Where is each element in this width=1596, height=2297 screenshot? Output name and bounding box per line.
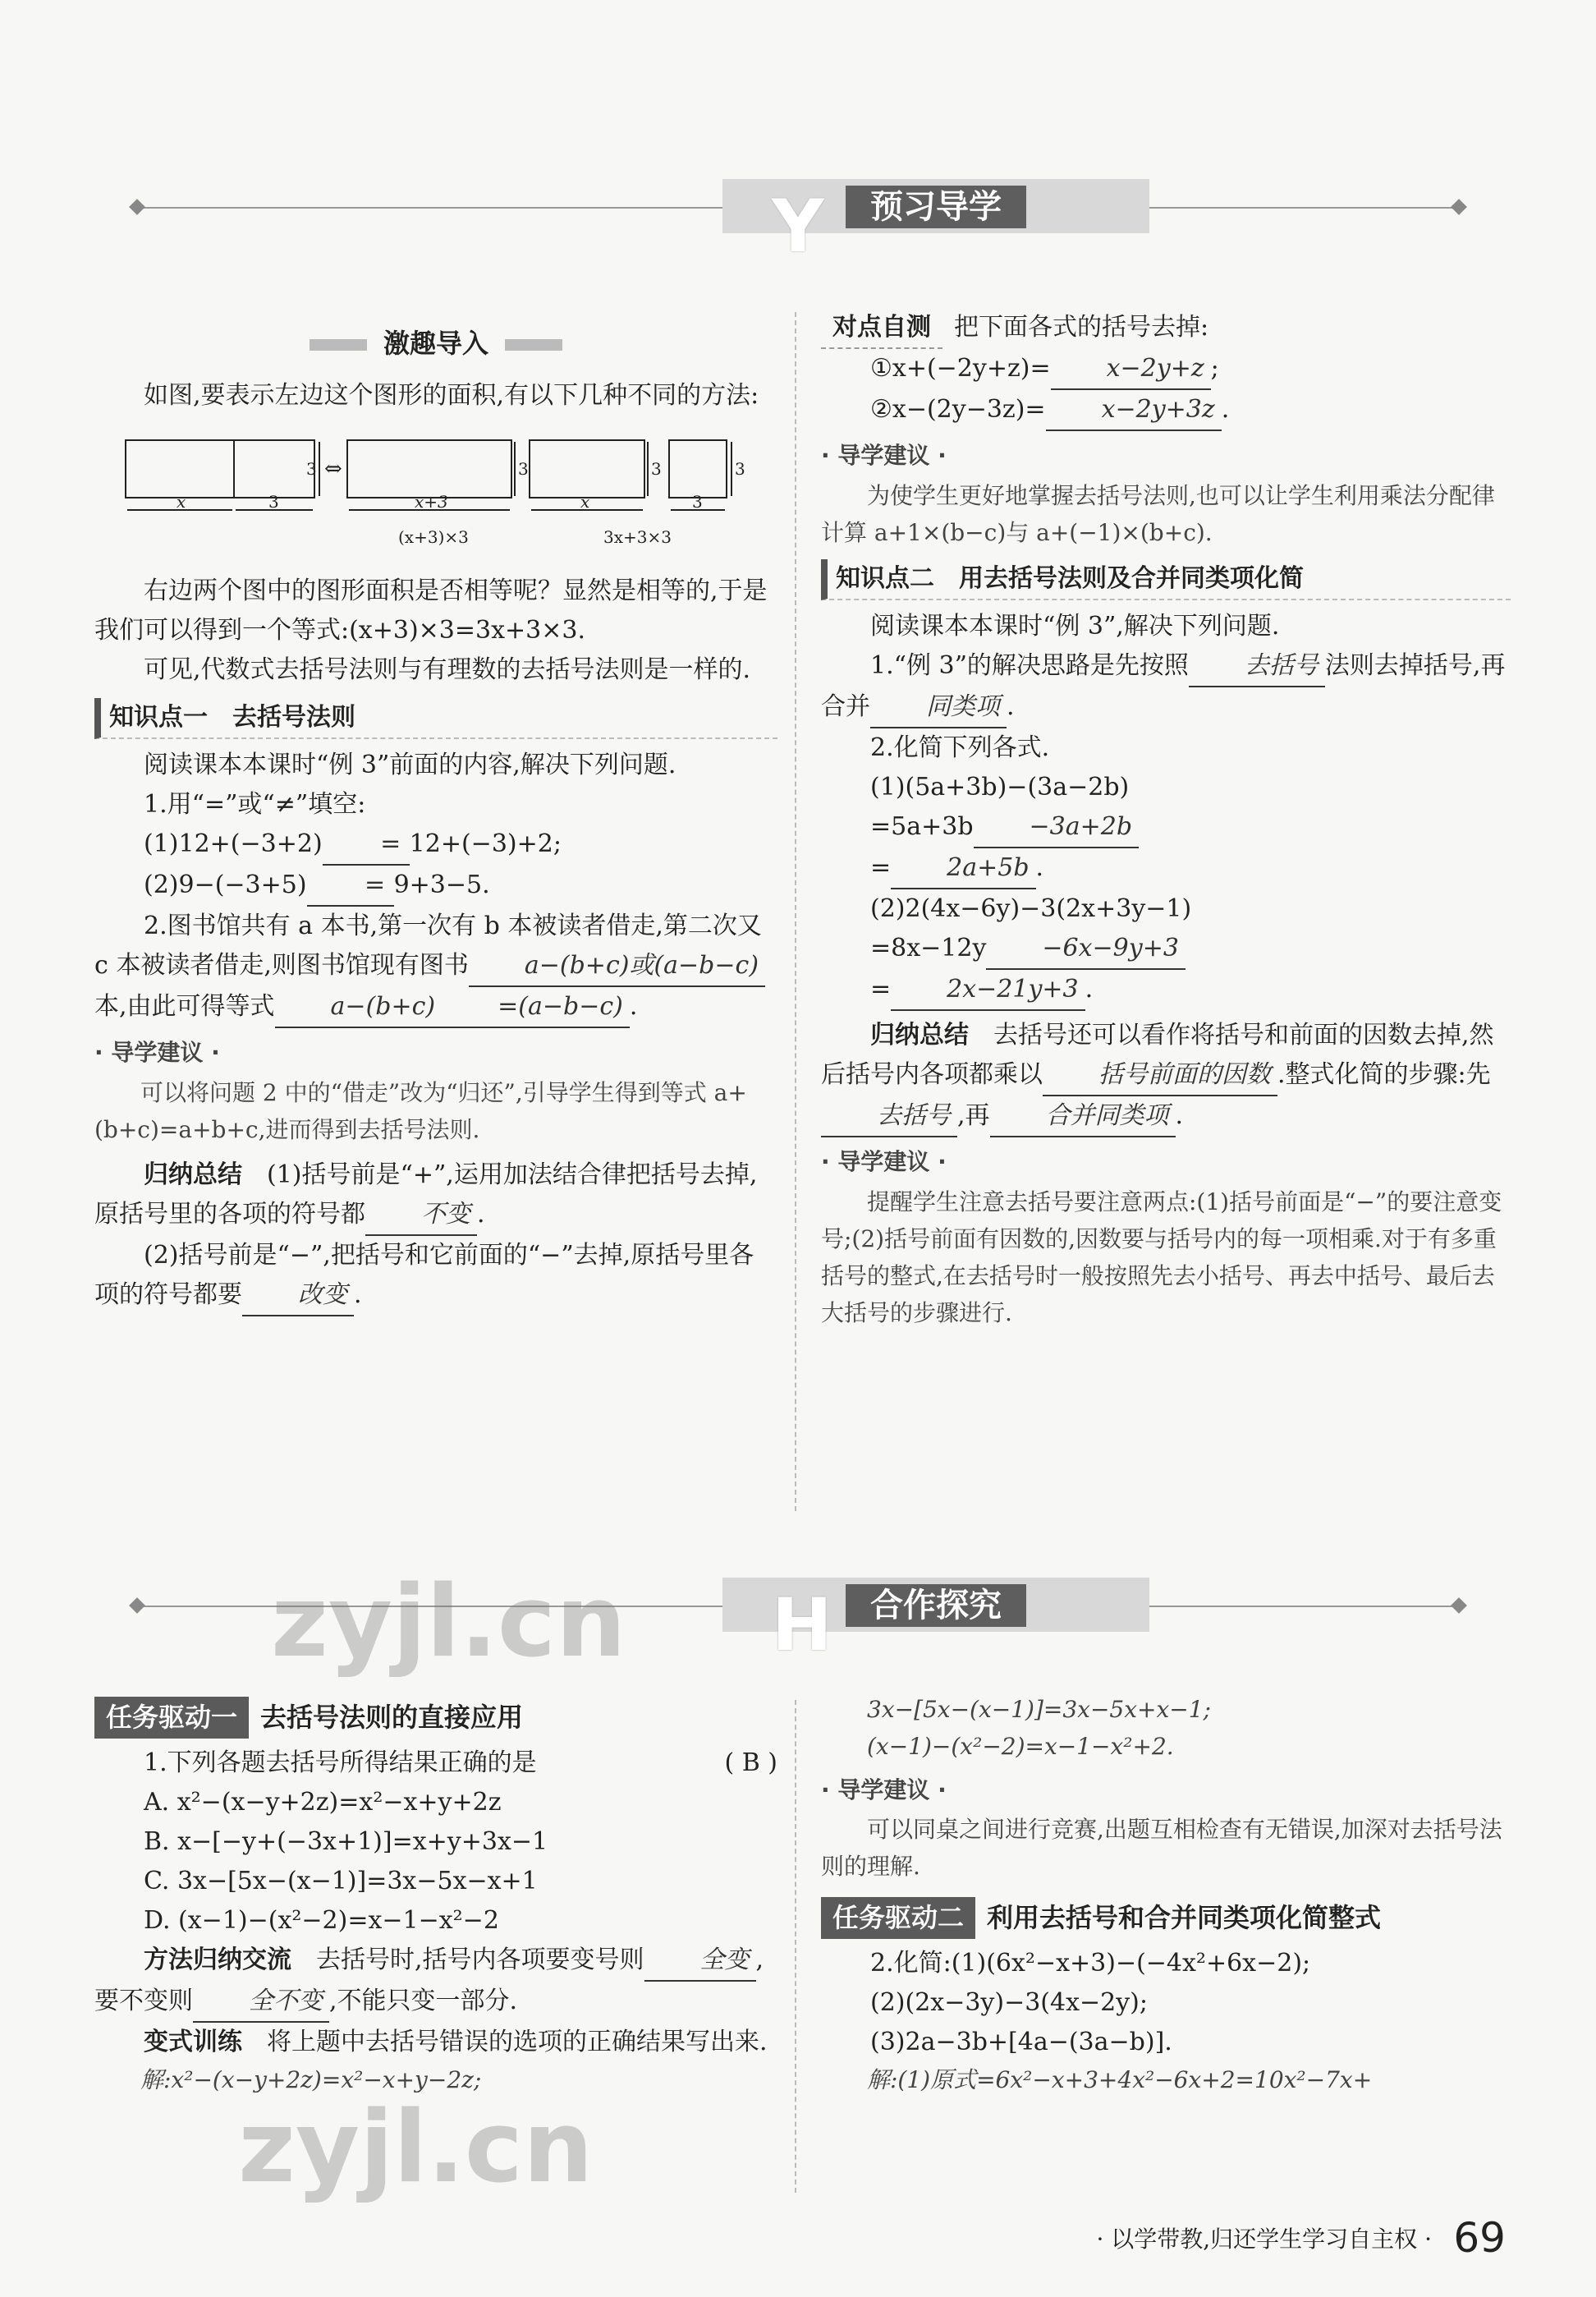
variant-training	[94, 2023, 777, 2062]
expr-2-line-2-answer: −6x−9y+3	[986, 929, 1186, 970]
fig-label-x-a: x	[177, 492, 186, 512]
k1-question-1: 1.用“=”或“≠”填空:	[144, 790, 366, 820]
task-1-title: 去括号法则的直接应用	[260, 1702, 524, 1733]
fig-label-xp3: x+3	[415, 492, 448, 512]
banner-title: 合作探究	[846, 1584, 1026, 1627]
column-divider-bottom	[795, 1700, 796, 2193]
k1-q1b-expr: (2)9−(−3+5)	[144, 871, 307, 900]
self-test-2-end: .	[1221, 395, 1230, 424]
left-summary-1-end: .	[477, 1199, 485, 1229]
fig-label-3a: 3	[306, 459, 317, 480]
option-d: D. (x−1)−(x²−2)=x−1−x²−2	[144, 1906, 499, 1936]
k1-q1b-answer: =	[307, 866, 394, 907]
question-1	[94, 1743, 777, 1783]
fig-label-x-b: x	[580, 492, 590, 512]
k1-q1a	[94, 825, 777, 866]
k1-q2-end: .	[629, 992, 638, 1022]
fig-caption-2: 3x+3×3	[603, 527, 672, 548]
right-summary	[821, 1016, 1511, 1137]
fig-label-3c: 3	[518, 459, 529, 480]
method-label: 方法归纳交流	[144, 1946, 291, 1975]
k2-question-2: 2.化简下列各式.	[870, 733, 1050, 763]
right-summary-label: 归纳总结	[870, 1021, 969, 1050]
question-2-solution: 解:(1)原式=6x²−x+3+4x²−6x+2=10x²−7x+	[867, 2066, 1373, 2094]
banner-tab	[722, 179, 1149, 269]
column-divider	[795, 312, 796, 1511]
expr-2-line-3	[821, 970, 1511, 1011]
option-a: A. x²−(x−y+2z)=x²−x+y+2z	[144, 1788, 502, 1817]
left-summary-2-text: (2)括号前是“−”,把括号和它前面的“−”去掉,原括号里各项的符号都要	[94, 1240, 754, 1309]
bottom-left-column	[94, 1692, 777, 2099]
expr-2-line-2-pre: =8x−12y	[870, 934, 987, 963]
intro-paragraph-3: 可见,代数式去括号法则与有理数的去括号法则是一样的.	[144, 655, 751, 685]
right-summary-end: .	[1175, 1101, 1184, 1131]
expr-2-line-1: (2)2(4x−6y)−3(2x+3y−1)	[870, 894, 1192, 924]
continued-line-2: (x−1)−(x²−2)=x−1−x²+2.	[867, 1732, 1174, 1760]
intro-title	[94, 323, 777, 365]
k1-q1b	[94, 866, 777, 907]
left-summary-1	[94, 1155, 777, 1236]
left-summary-2-end: .	[354, 1279, 362, 1309]
self-test-1	[821, 349, 1511, 390]
left-summary-1-text: (1)括号前是“+”,运用加法结合律把括号去掉,原括号里的各项的符号都	[94, 1160, 758, 1229]
k2-q1-answer-1: 去括号	[1189, 646, 1325, 687]
option-c: C. 3x−[5x−(x−1)]=3x−5x−x+1	[144, 1867, 538, 1896]
question-2: 2.化简:(1)(6x²−x+3)−(−4x²+6x−2);	[870, 1949, 1311, 1978]
k1-question-2	[94, 907, 777, 1028]
right-column	[821, 308, 1511, 1331]
right-summary-mid2: ,再	[957, 1101, 990, 1131]
self-test-2-expr: ②x−(2y−3z)=	[870, 395, 1046, 424]
question-2c: (3)2a−3b+[4a−(3a−b)].	[870, 2028, 1172, 2057]
right-suggest-label-2: · 导学建议 ·	[821, 1148, 947, 1176]
method-answer-2: 全不变	[193, 1982, 329, 2023]
self-test-label: 对点自测	[821, 308, 942, 349]
self-test	[821, 308, 1511, 349]
self-test-2-answer: x−2y+3z	[1046, 390, 1222, 431]
k1-suggest-label: · 导学建议 ·	[94, 1039, 220, 1067]
right-suggest-label-1: · 导学建议 ·	[821, 442, 947, 469]
expr-1-line-3-answer: 2a+5b	[891, 848, 1035, 889]
right-summary-answer-1: 括号前面的因数	[1043, 1055, 1277, 1096]
k2-q1-answer-2: 同类项	[870, 687, 1007, 728]
left-column	[94, 316, 777, 1316]
k1-q2-answer-3: =(a−b−c)	[442, 987, 630, 1028]
expr-1-line-1: (1)(5a+3b)−(3a−2b)	[870, 773, 1130, 802]
variant-label: 变式训练	[144, 2028, 242, 2057]
right-suggest-text-1: 为使学生更好地掌握去括号法则,也可以让学生利用乘法分配律计算 a+1×(b−c)与 a+(−1)×(b+c).	[821, 481, 1495, 546]
variant-text: 将上题中去括号错误的选项的正确结果写出来.	[267, 2028, 768, 2057]
k2-q1-mid: 法则去掉括号,再合并	[821, 651, 1506, 722]
expr-2-line-3-answer: 2x−21y+3	[891, 970, 1085, 1011]
footer-motto: · 以学带教,归还学生学习自主权 ·	[1096, 2226, 1432, 2253]
bottom-suggest-label: · 导学建议 ·	[821, 1776, 947, 1803]
fig-label-3e: 3	[735, 459, 745, 480]
banner-dot-right	[1451, 199, 1467, 215]
title-bar-left	[310, 339, 367, 351]
k1-q1a-post: 12+(−3)+2;	[409, 829, 562, 859]
k1-q1b-post: 9+3−5.	[393, 871, 490, 900]
k1-q2-mid: 本,由此可得等式	[94, 992, 275, 1022]
fig-caption-1: (x+3)×3	[398, 527, 469, 548]
self-test-1-end: ;	[1210, 354, 1219, 383]
watermark-1: zyjl.cn	[271, 1565, 626, 1679]
right-summary-answer-3: 合并同类项	[990, 1096, 1176, 1137]
k1-q2-answer-2: a−(b+c)	[275, 987, 443, 1028]
task-2-heading	[821, 1897, 1511, 1939]
fig-label-3b: 3	[268, 492, 279, 512]
left-summary-label: 归纳总结	[144, 1160, 242, 1189]
k2-q1-text: 1.“例 3”的解决思路是先按照	[870, 651, 1189, 681]
option-b: B. x−[−y+(−3x+1)]=x+y+3x−1	[144, 1827, 548, 1857]
method-summary	[94, 1941, 777, 2023]
task-2-tag: 任务驱动二	[821, 1897, 975, 1939]
left-summary-2	[94, 1236, 777, 1316]
banner-dot-right	[1451, 1597, 1467, 1614]
self-test-1-answer: x−2y+z	[1051, 349, 1211, 390]
expr-2-line-3-end: .	[1085, 975, 1094, 1004]
k1-suggest-text: 可以将问题 2 中的“借走”改为“归还”,引导学生得到等式 a+(b+c)=a+b+c,进而得到去括号法则.	[94, 1078, 747, 1143]
self-test-1-expr: ①x+(−2y+z)=	[870, 354, 1051, 383]
k1-paragraph: 阅读课本本课时“例 3”前面的内容,解决下列问题.	[144, 751, 676, 780]
fig-label-3d: 3	[651, 459, 662, 480]
intro-paragraph-1: 如图,要表示左边这个图形的面积,有以下几种不同的方法:	[144, 381, 759, 411]
expr-2-line-2	[821, 929, 1511, 970]
banner-tab	[722, 1578, 1149, 1667]
right-summary-answer-2: 去括号	[821, 1096, 957, 1137]
fig-arrow: ⇔	[324, 457, 342, 482]
k2-question-1	[821, 646, 1511, 728]
intro-paragraph-2: 右边两个图中的图形面积是否相等呢？显然是相等的,于是我们可以得到一个等式:(x+3)×3=3x+3×3.	[94, 577, 768, 645]
expr-1-line-3-pre: =	[870, 853, 892, 883]
expr-1-line-2	[821, 807, 1511, 848]
question-1-answer: ( B )	[724, 1748, 777, 1778]
page-number: 69	[1453, 2214, 1506, 2262]
right-summary-text: 去括号还可以看作将括号和前面的因数去掉,然后括号内各项都乘以	[821, 1021, 1494, 1090]
bottom-right-column	[821, 1692, 1511, 2099]
knowledge-point-2-title: 知识点二 用去括号法则及合并同类项化简	[821, 559, 1511, 600]
area-figure	[94, 424, 777, 555]
banner-dot-left	[129, 1597, 145, 1614]
banner-dot-left	[129, 199, 145, 215]
question-2b: (2)(2x−3y)−3(4x−2y);	[870, 1988, 1148, 2018]
watermark-2: zyjl.cn	[238, 2091, 594, 2205]
continued-line-1: 3x−[5x−(x−1)]=3x−5x+x−1;	[867, 1696, 1211, 1723]
expr-2-line-3-pre: =	[870, 975, 892, 1004]
banner-title: 预习导学	[846, 186, 1026, 228]
task-2-title: 利用去括号和合并同类项化简整式	[987, 1901, 1382, 1933]
k2-paragraph: 阅读课本本课时“例 3”,解决下列问题.	[870, 612, 1280, 641]
bottom-suggest-text: 可以同桌之间进行竞赛,出题互相检查有无错误,加深对去括号法则的理解.	[821, 1816, 1502, 1881]
expr-1-line-2-answer: −3a+2b	[974, 807, 1140, 848]
k1-q1a-answer: =	[323, 825, 410, 866]
expr-1-line-2-pre: =5a+3b	[870, 812, 974, 842]
knowledge-point-1-title: 知识点一 去括号法则	[94, 698, 777, 739]
right-suggest-text-2: 提醒学生注意去括号要注意两点:(1)括号前面是“−”的要注意变号;(2)括号前面有因数的,因数要与括号内的每一项相乘.对于有多重括号的整式,在去括号时一般按照先去小括号、再去中括号、最后去大括号的步骤进行.	[821, 1188, 1502, 1326]
question-1-text: 1.下列各题去括号所得结果正确的是	[144, 1748, 537, 1778]
k1-q1a-expr: (1)12+(−3+2)	[144, 829, 323, 859]
method-answer-1: 全变	[644, 1941, 756, 1982]
right-summary-mid: .整式化简的步骤:先	[1277, 1060, 1491, 1090]
self-test-text: 把下面各式的括号去掉:	[954, 313, 1209, 342]
method-text: 去括号时,括号内各项要变号则	[316, 1946, 644, 1975]
title-bar-right	[505, 339, 562, 351]
self-test-2	[821, 390, 1511, 431]
k1-q2-text: 2.图书馆共有 a 本书,第一次有 b 本被读者借走,第二次又 c 本被读者借走,则图书馆现有图书	[94, 912, 762, 981]
banner-letter: Y	[772, 184, 824, 269]
section-banner-preview	[131, 174, 1465, 269]
banner-letter: H	[772, 1583, 832, 1667]
left-summary-1-answer: 不变	[365, 1195, 477, 1236]
fig-label-3f: 3	[692, 492, 703, 512]
k1-q2-answer-1: a−(b+c)或(a−b−c)	[469, 946, 765, 987]
intro-title-text: 激趣导入	[383, 328, 488, 359]
method-end: ,不能只变一部分.	[329, 1987, 518, 2016]
task-1-heading	[94, 1697, 777, 1739]
expr-1-line-3	[821, 848, 1511, 889]
expr-1-line-3-end: .	[1035, 853, 1044, 883]
method-mid: ,要不变则	[94, 1946, 764, 2016]
variant-solution: 解:x²−(x−y+2z)=x²−x+y−2z;	[140, 2066, 482, 2094]
task-1-tag: 任务驱动一	[94, 1697, 249, 1739]
k2-q1-end: .	[1007, 692, 1015, 722]
left-summary-2-answer: 改变	[242, 1275, 354, 1316]
